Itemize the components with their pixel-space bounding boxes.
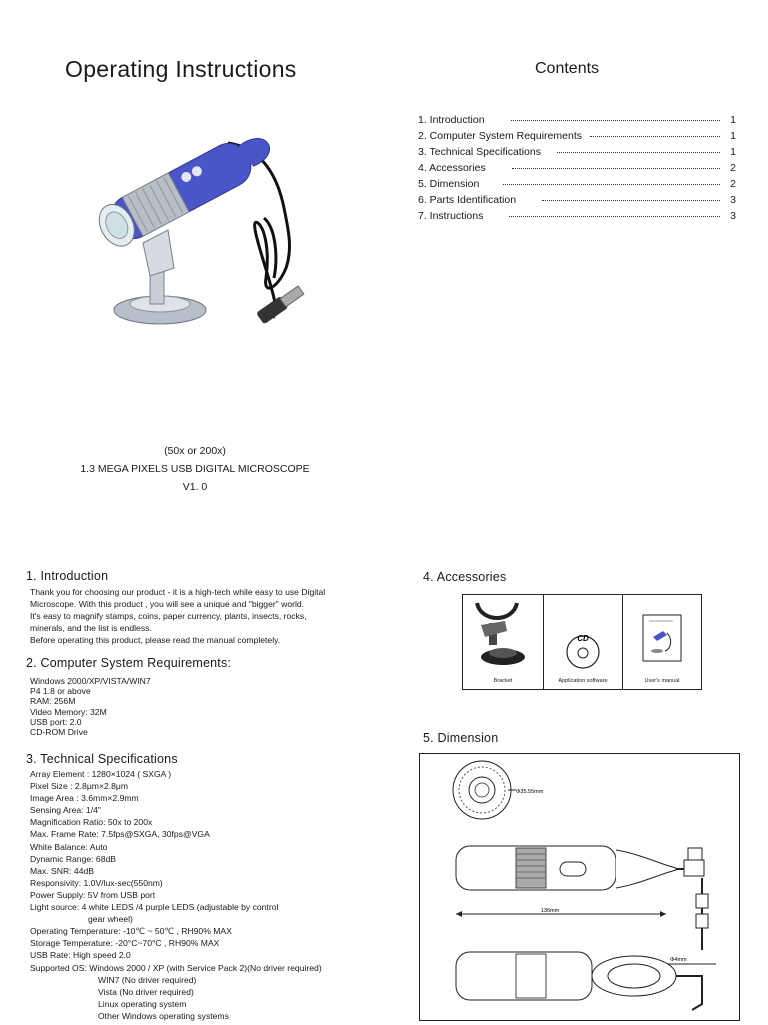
svg-text:CD: CD bbox=[577, 634, 589, 643]
manual-icon bbox=[623, 595, 701, 675]
toc-entry: 4. Accessories 2 bbox=[418, 162, 736, 174]
version-line: V1. 0 bbox=[182, 481, 208, 493]
contents-heading: Contents bbox=[535, 60, 600, 77]
toc-entry: 3. Technical Specifications 1 bbox=[418, 146, 736, 158]
introduction-heading: 1. Introduction bbox=[26, 569, 109, 583]
accessory-bracket: Bracket bbox=[463, 595, 544, 689]
requirements-list: Windows 2000/XP/VISTA/WIN7 P4 1.8 or above RAM: 256M Video Memory: 32M USB port: 2.0 CD-ROM Drive bbox=[30, 676, 151, 738]
accessories-table bbox=[462, 594, 702, 690]
toc-entry: 5. Dimension 2 bbox=[418, 178, 736, 190]
diameter-label: Φ35.55mm bbox=[516, 789, 544, 795]
dimension-drawing bbox=[419, 753, 740, 1021]
product-description bbox=[60, 442, 330, 496]
bottom-view bbox=[456, 952, 716, 1010]
specs-heading: 3. Technical Specifications bbox=[26, 752, 178, 766]
introduction-text: Thank you for choosing our product - it is a high-tech while easy to use Digital Microscope. With this product , you will see a unique and "bigger" world. It's easy to magnify stamps, coins, paper currency, plants, insects, rocks, minerals, and the list is endless. Before operating this product, please read the manual completely. bbox=[30, 587, 326, 646]
toc-entry: 1. Introduction 1 bbox=[418, 114, 736, 126]
cd-icon bbox=[544, 595, 622, 675]
page-title: Operating Instructions bbox=[65, 56, 297, 82]
magnification-line: (50x or 200x) bbox=[164, 445, 226, 457]
side-view bbox=[456, 846, 708, 950]
bracket-icon bbox=[463, 595, 541, 675]
toc-entry: 6. Parts Identification 3 bbox=[418, 194, 736, 206]
specs-list: Array Element : 1280×1024 ( SXGA ) Pixel Size : 2.8μm×2.8μm Image Area : 3.6mm×2.9mm Sensing Area: 1/4" Magnification Ratio: 50x to 200x Max. Frame Rate: 7.5fps@SXGA, 30fps@VGA White Balance: Auto Dynamic Range: 68dB Max. SNR: 44dB Responsivity: 1.0V/lux-sec(550nm) Power Supply: 5V from USB port Light source: 4 white LEDS /4 purple LEDS (adjustable by control gear wheel) Operating Temperature: -10℃ ~ 50℃ , RH90% MAX Storage Temperature: -20°C~70°C , RH90% MAX USB Rate: High speed 2.0 Supported OS: Windows 2000 / XP (with Service Pack 2)(No driver required) WIN7 (No driver required) Vista (No driver required) Linux operating system Other Windows operating systems bbox=[30, 769, 322, 1021]
accessory-manual: User's manual bbox=[623, 595, 701, 689]
front-view bbox=[453, 761, 544, 819]
requirements-heading: 2. Computer System Requirements: bbox=[26, 656, 232, 670]
accessories-heading: 4. Accessories bbox=[423, 570, 507, 584]
dimension-heading: 5. Dimension bbox=[423, 731, 499, 745]
length-label: 136mm bbox=[540, 908, 560, 914]
product-name: 1.3 MEGA PIXELS USB DIGITAL MICROSCOPE bbox=[80, 463, 310, 475]
microscope-photo bbox=[88, 118, 310, 356]
accessory-software: CD Application software bbox=[544, 595, 623, 689]
table-of-contents bbox=[418, 110, 736, 222]
toc-entry: 7. Instructions 3 bbox=[418, 210, 736, 222]
cable-label: Φ4mm bbox=[670, 957, 687, 963]
toc-entry: 2. Computer System Requirements 1 bbox=[418, 130, 736, 142]
